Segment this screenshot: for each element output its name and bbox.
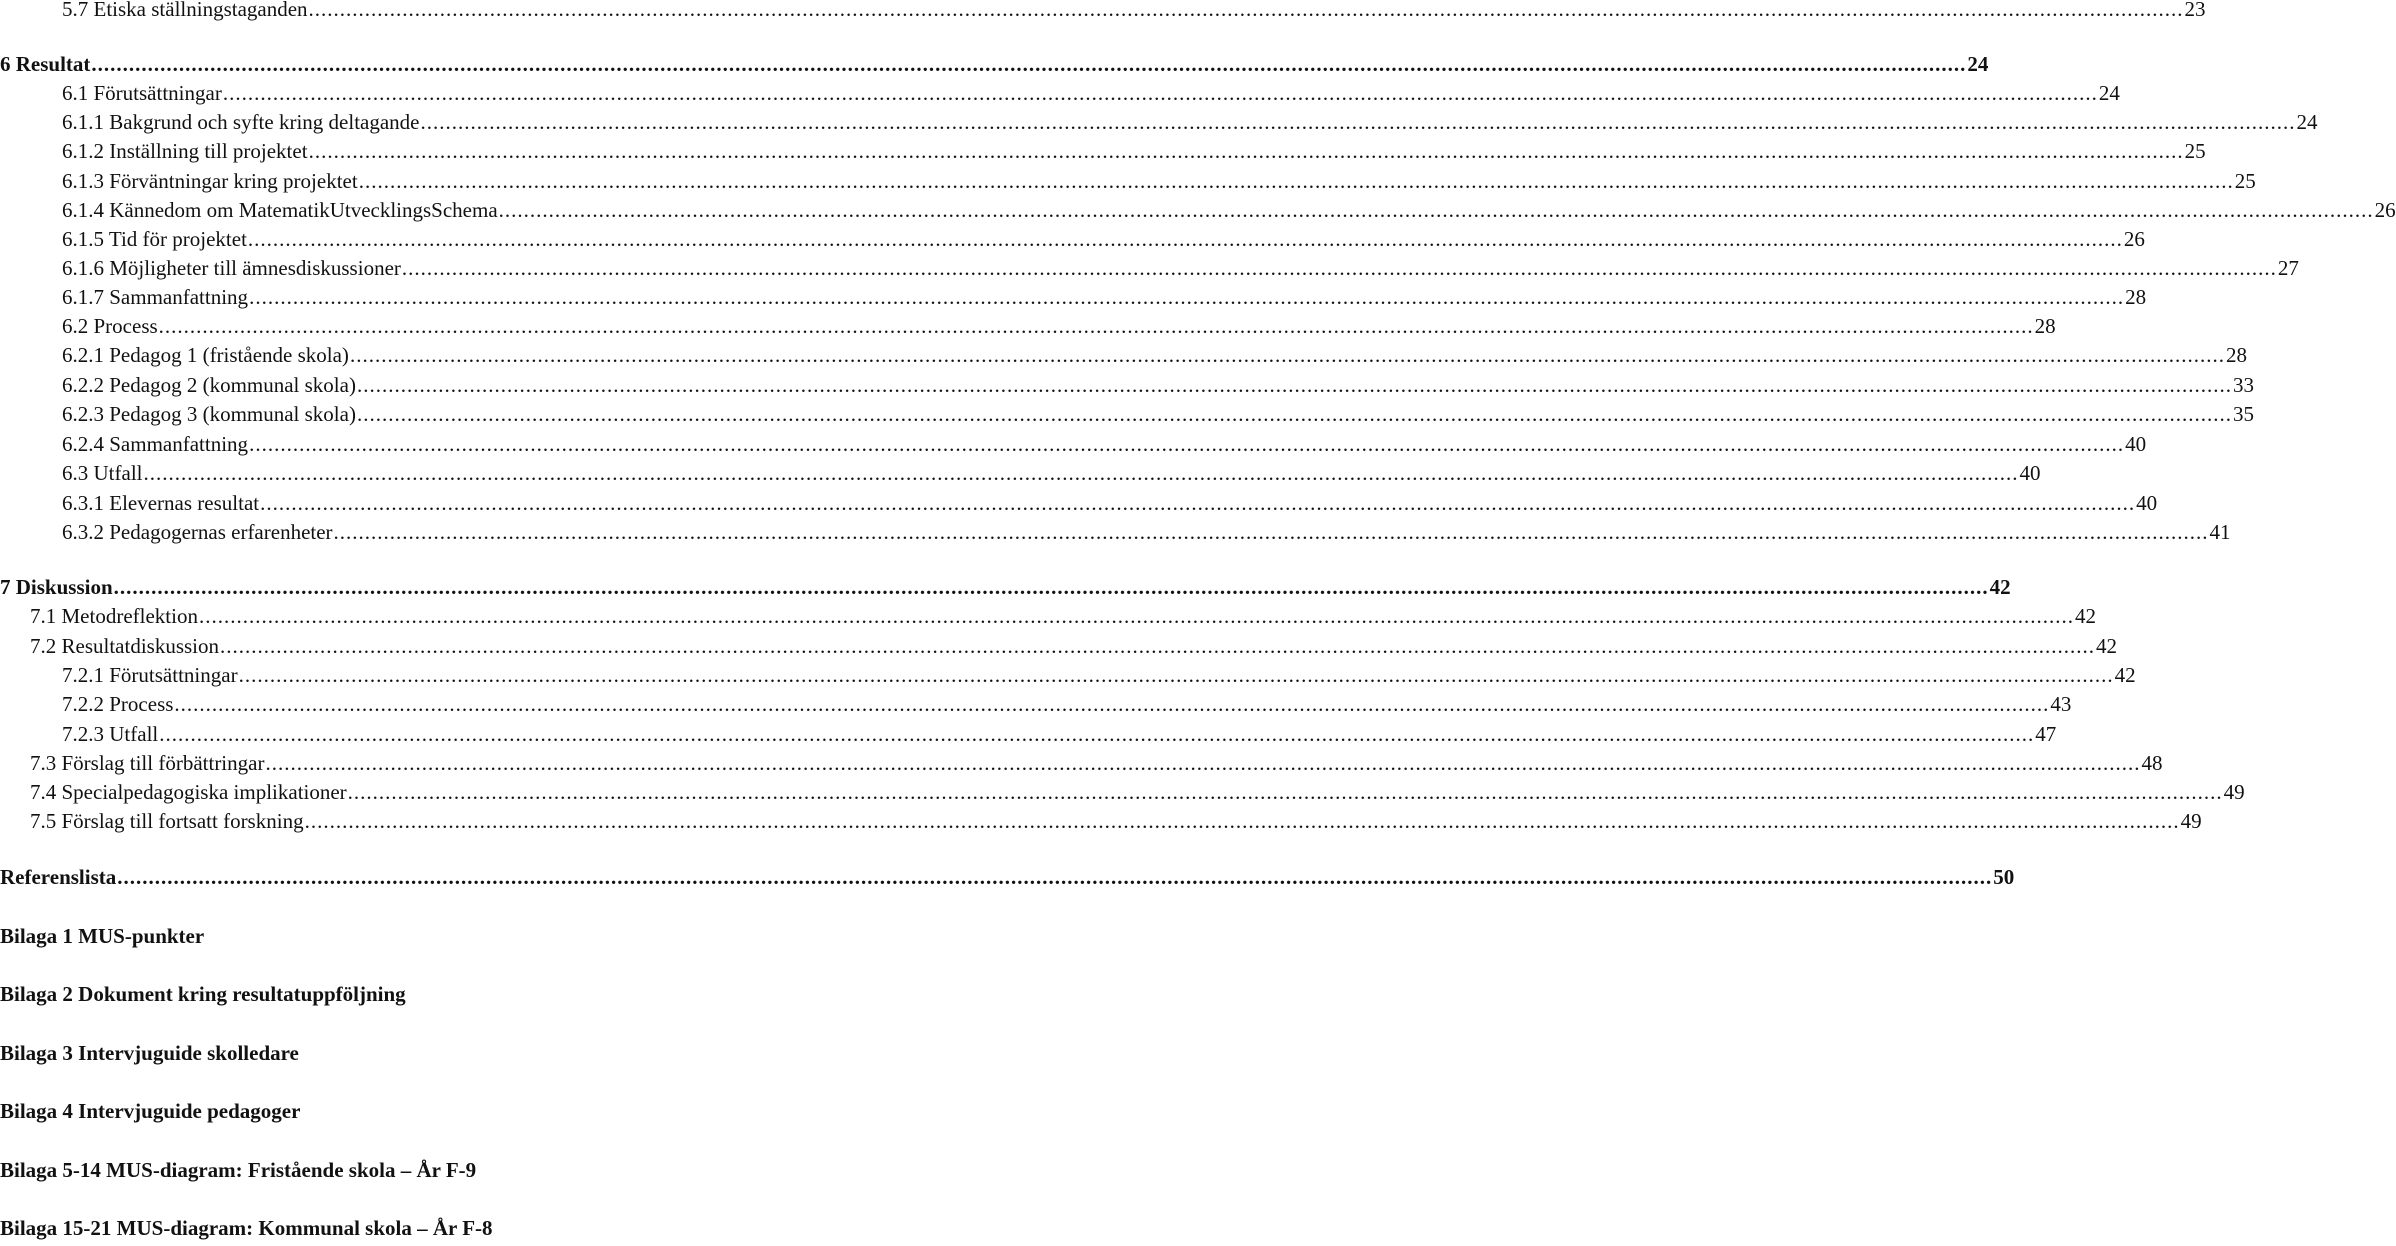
appendix-entry[interactable] [0, 1214, 493, 1243]
dot-leader: ............................................................................................................................................................................................................................................................................................................ [159, 722, 2035, 746]
toc-entry[interactable] [30, 778, 2245, 807]
toc-entry[interactable] [30, 632, 2118, 661]
toc-entry[interactable] [62, 137, 2206, 166]
toc-entry[interactable] [30, 749, 2163, 778]
toc-entry[interactable] [62, 430, 2147, 459]
toc-entry-page-number: 25 [2184, 139, 2206, 163]
toc-entry[interactable] [62, 400, 2254, 429]
dot-leader: ............................................................................................................................................................................................................................................................................................................ [238, 663, 2114, 687]
dot-leader: ............................................................................................................................................................................................................................................................................................................ [222, 81, 2098, 105]
toc-entry-page-number: 47 [2035, 722, 2057, 746]
dot-leader: ............................................................................................................................................................................................................................................................................................................ [308, 0, 2184, 21]
toc-entry-page-number: 42 [2114, 663, 2136, 687]
toc-entry-label: 6.1 Förutsättningar [62, 81, 222, 105]
appendix-entry-label: Bilaga 5-14 MUS-diagram: Fristående skola – År F-9 [0, 1158, 477, 1182]
toc-entry-label: 7 Diskussion [0, 575, 113, 599]
toc-entry-page-number: 49 [2223, 780, 2245, 804]
dot-leader: ............................................................................................................................................................................................................................................................................................................ [308, 139, 2184, 163]
toc-entry[interactable] [62, 225, 2145, 254]
toc-entry-label: 6.2 Process [62, 314, 158, 338]
appendix-entry[interactable] [0, 980, 406, 1009]
toc-entry-page-number: 28 [2125, 285, 2147, 309]
appendix-entry[interactable] [0, 1039, 299, 1068]
toc-entry-label: 6.1.5 Tid för projektet [62, 227, 247, 251]
toc-entry[interactable] [30, 807, 2202, 836]
toc-entry-page-number: 42 [1989, 575, 2011, 599]
toc-entry-page-number: 25 [2234, 169, 2256, 193]
toc-entry-label: 7.4 Specialpedagogiska implikationer [30, 780, 347, 804]
dot-leader: ............................................................................................................................................................................................................................................................................................................ [249, 432, 2125, 456]
toc-entry[interactable] [62, 79, 2120, 108]
appendix-entry-label: Bilaga 1 MUS-punkter [0, 924, 205, 948]
dot-leader: ............................................................................................................................................................................................................................................................................................................ [249, 285, 2125, 309]
toc-entry[interactable] [62, 108, 2318, 137]
dot-leader: ............................................................................................................................................................................................................................................................................................................ [91, 52, 1967, 76]
dot-leader: ............................................................................................................................................................................................................................................................................................................ [349, 343, 2225, 367]
toc-entry-label: 7.2 Resultatdiskussion [30, 634, 220, 658]
toc-entry-label: 6.2.4 Sammanfattning [62, 432, 249, 456]
dot-leader: ............................................................................................................................................................................................................................................................................................................ [260, 491, 2136, 515]
toc-entry-label: 7.1 Metodreflektion [30, 604, 198, 628]
toc-entry-page-number: 24 [1967, 52, 1989, 76]
dot-leader: ............................................................................................................................................................................................................................................................................................................ [220, 634, 2096, 658]
toc-entry[interactable] [62, 196, 2396, 225]
toc-entry-page-number: 23 [2184, 0, 2206, 21]
toc-entry-page-number: 43 [2050, 692, 2072, 716]
toc-entry-page-number: 26 [2123, 227, 2145, 251]
appendix-entry[interactable] [0, 1097, 300, 1126]
appendix-entry-label: Bilaga 15-21 MUS-diagram: Kommunal skola – År F-8 [0, 1216, 493, 1240]
appendix-entry[interactable] [0, 922, 204, 951]
toc-entry-page-number: 26 [2374, 198, 2396, 222]
toc-entry-label: 7.2.3 Utfall [62, 722, 159, 746]
dot-leader: ............................................................................................................................................................................................................................................................................................................ [420, 110, 2296, 134]
toc-entry-label: 6.2.3 Pedagog 3 (kommunal skola) [62, 402, 356, 426]
toc-entry-label: 6.3.1 Elevernas resultat [62, 491, 260, 515]
toc-entry-page-number: 42 [2096, 634, 2118, 658]
dot-leader: ............................................................................................................................................................................................................................................................................................................ [247, 227, 2123, 251]
toc-entry-page-number: 50 [1993, 865, 2015, 889]
toc-entry[interactable] [62, 167, 2256, 196]
toc-entry-page-number: 24 [2098, 81, 2120, 105]
dot-leader: ............................................................................................................................................................................................................................................................................................................ [265, 751, 2141, 775]
dot-leader: ............................................................................................................................................................................................................................................................................................................ [113, 575, 1989, 599]
toc-entry-page-number: 33 [2232, 373, 2254, 397]
dot-leader: ............................................................................................................................................................................................................................................................................................................ [174, 692, 2050, 716]
dot-leader: ............................................................................................................................................................................................................................................................................................................ [347, 780, 2223, 804]
dot-leader: ............................................................................................................................................................................................................................................................................................................ [356, 373, 2232, 397]
toc-entry[interactable] [62, 254, 2299, 283]
appendix-entry-label: Bilaga 4 Intervjuguide pedagoger [0, 1099, 301, 1123]
toc-entry-label: 7.2.2 Process [62, 692, 174, 716]
toc-entry-page-number: 28 [2034, 314, 2056, 338]
toc-entry-page-number: 40 [2136, 491, 2158, 515]
toc-entry-label: 6.1.1 Bakgrund och syfte kring deltagande [62, 110, 420, 134]
dot-leader: ............................................................................................................................................................................................................................................................................................................ [117, 865, 1993, 889]
toc-entry-label: 6.1.7 Sammanfattning [62, 285, 249, 309]
dot-leader: ............................................................................................................................................................................................................................................................................................................ [358, 169, 2234, 193]
toc-entry-label: 7.5 Förslag till fortsatt forskning [30, 809, 304, 833]
toc-entry-label: 7.2.1 Förutsättningar [62, 663, 238, 687]
toc-entry[interactable] [62, 341, 2247, 370]
toc-entry[interactable] [62, 661, 2136, 690]
toc-entry-page-number: 24 [2296, 110, 2318, 134]
toc-entry-page-number: 28 [2225, 343, 2247, 367]
toc-entry-label: 6.2.2 Pedagog 2 (kommunal skola) [62, 373, 356, 397]
toc-entry[interactable] [62, 518, 2231, 547]
toc-entry[interactable] [0, 50, 1989, 79]
toc-entry[interactable] [62, 489, 2158, 518]
dot-leader: ............................................................................................................................................................................................................................................................................................................ [198, 604, 2074, 628]
toc-entry-page-number: 27 [2277, 256, 2299, 280]
toc-entry-label: 7.3 Förslag till förbättringar [30, 751, 265, 775]
toc-entry-label: Referenslista [0, 865, 117, 889]
toc-entry-label: 6 Resultat [0, 52, 91, 76]
dot-leader: ............................................................................................................................................................................................................................................................................................................ [158, 314, 2034, 338]
toc-entry[interactable] [30, 602, 2096, 631]
dot-leader: ............................................................................................................................................................................................................................................................................................................ [304, 809, 2180, 833]
toc-entry[interactable] [0, 863, 2015, 892]
toc-entry-page-number: 40 [2019, 461, 2041, 485]
toc-entry[interactable] [62, 283, 2147, 312]
dot-leader: ............................................................................................................................................................................................................................................................................................................ [333, 520, 2209, 544]
toc-entry[interactable] [62, 720, 2057, 749]
toc-entry-label: 6.1.6 Möjligheter till ämnesdiskussioner [62, 256, 401, 280]
toc-entry[interactable] [0, 573, 2011, 602]
dot-leader: ............................................................................................................................................................................................................................................................................................................ [356, 402, 2232, 426]
toc-entry-label: 6.1.3 Förväntningar kring projektet [62, 169, 358, 193]
toc-entry[interactable] [62, 0, 2206, 24]
dot-leader: ............................................................................................................................................................................................................................................................................................................ [143, 461, 2019, 485]
toc-entry-label: 6.1.4 Kännedom om MatematikUtvecklingsSchema [62, 198, 498, 222]
appendix-entry-label: Bilaga 3 Intervjuguide skolledare [0, 1041, 299, 1065]
dot-leader: ............................................................................................................................................................................................................................................................................................................ [401, 256, 2277, 280]
toc-entry-page-number: 42 [2074, 604, 2096, 628]
toc-entry-page-number: 48 [2141, 751, 2163, 775]
toc-entry-label: 5.7 Etiska ställningstaganden [62, 0, 308, 21]
toc-entry-page-number: 49 [2180, 809, 2202, 833]
toc-entry-label: 6.2.1 Pedagog 1 (fristående skola) [62, 343, 349, 367]
toc-entry[interactable] [62, 312, 2056, 341]
dot-leader: ............................................................................................................................................................................................................................................................................................................ [498, 198, 2374, 222]
toc-entry-page-number: 41 [2209, 520, 2231, 544]
toc-entry-label: 6.1.2 Inställning till projektet [62, 139, 308, 163]
toc-entry[interactable] [62, 371, 2254, 400]
appendix-entry[interactable] [0, 1156, 476, 1185]
appendix-entry-label: Bilaga 2 Dokument kring resultatuppföljning [0, 982, 406, 1006]
toc-entry[interactable] [62, 690, 2072, 719]
toc-entry-label: 6.3 Utfall [62, 461, 143, 485]
toc-entry-page-number: 40 [2125, 432, 2147, 456]
toc-entry-page-number: 35 [2232, 402, 2254, 426]
toc-entry-label: 6.3.2 Pedagogernas erfarenheter [62, 520, 333, 544]
toc-entry[interactable] [62, 459, 2041, 488]
